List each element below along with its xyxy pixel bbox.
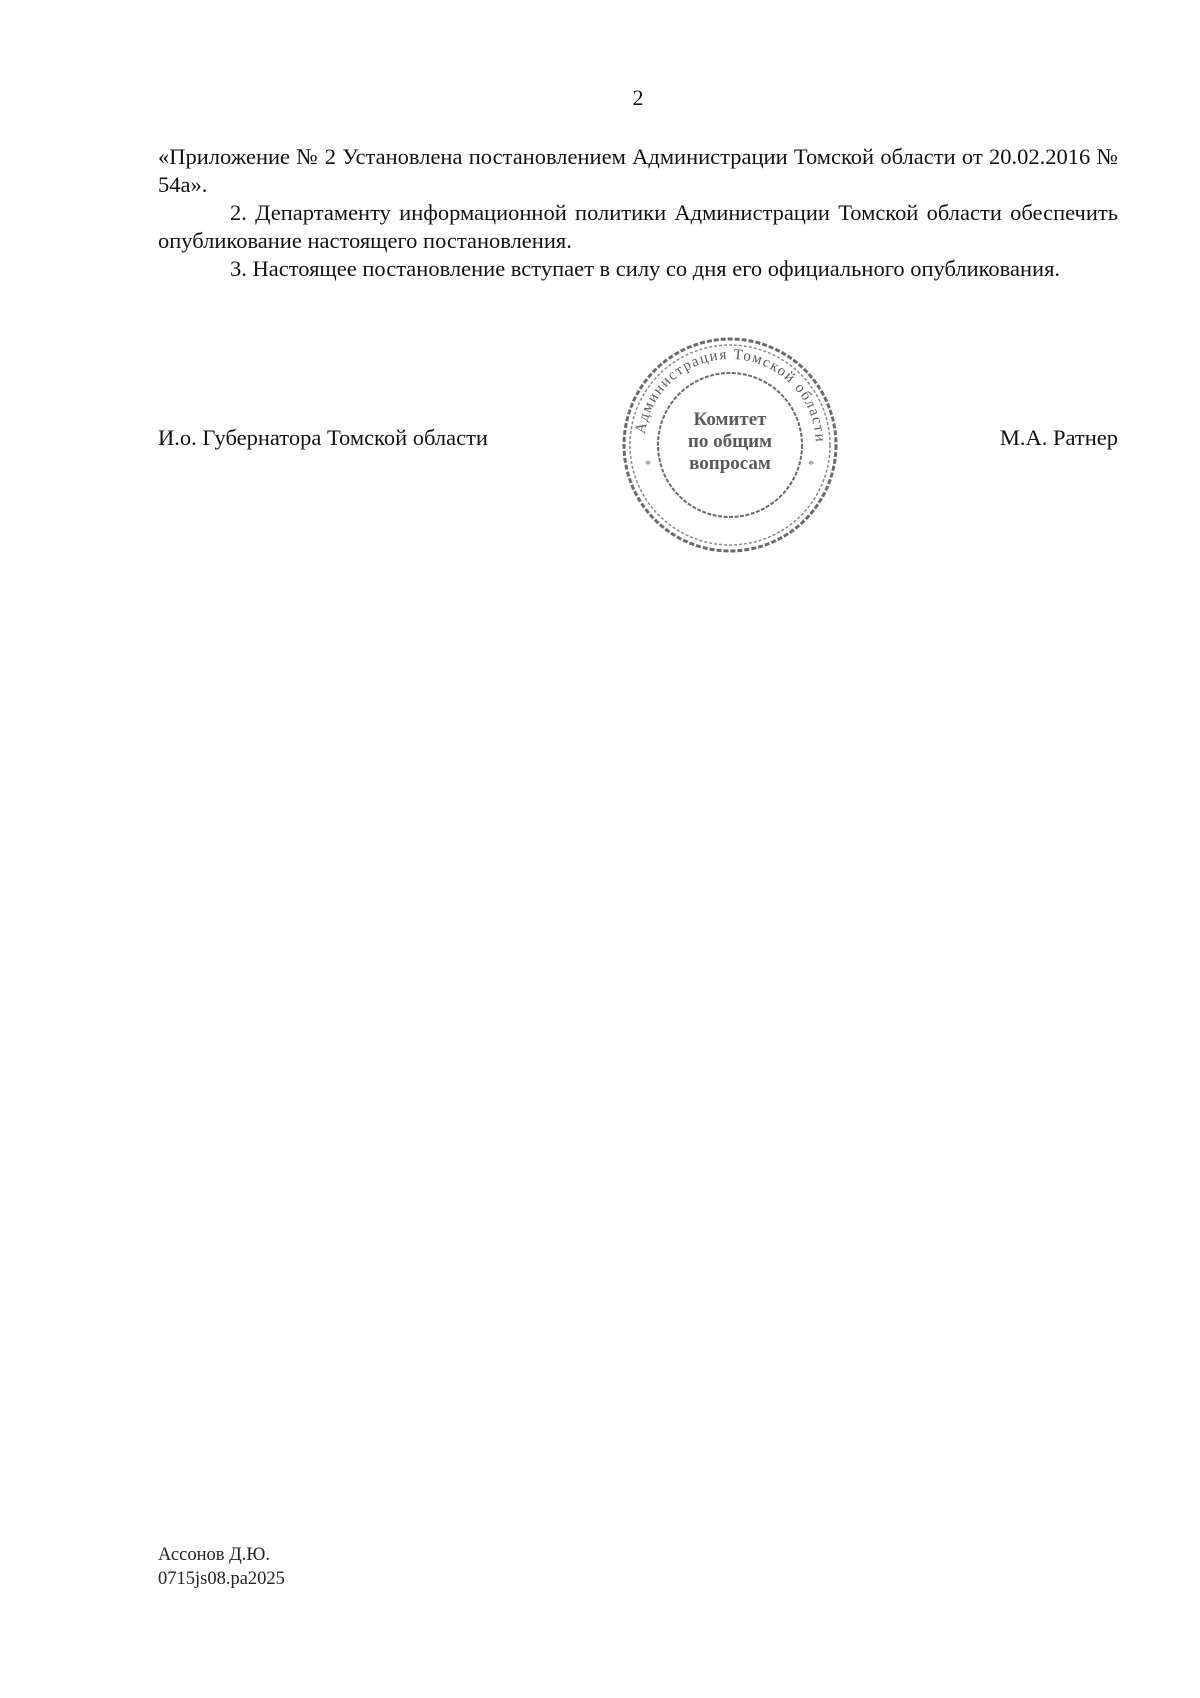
signatory-name: М.А. Ратнер [999,425,1118,450]
seal-graphic [615,330,845,560]
document-footer [158,1543,285,1591]
paragraph-item-2: 2. Департаменту информационной политики Администрации Томской области обеспечить опубликование настоящего постановления. [158,200,1118,253]
footer-code: 0715js08.pa2025 [158,1569,285,1589]
page-number: 2 [632,85,644,110]
seal-center-line-3: вопросам [689,453,771,474]
official-seal-stamp [615,330,845,560]
seal-star-right: * [808,457,814,471]
seal-center-line-2: по общим [687,431,773,452]
seal-star-left: * [645,457,651,471]
paragraph-appendix-reference: «Приложение № 2 Установлена постановлением Администрации Томской области от 20.02.2016 № 54а». [158,144,1118,197]
footer-author: Ассонов Д.Ю. [158,1545,270,1565]
paragraph-item-3: 3. Настоящее постановление вступает в силу со дня его официального опубликования. [230,256,1061,281]
signatory-position: И.о. Губернатора Томской области [158,425,488,450]
seal-ring-textpath: Администрация Томской области [632,346,829,444]
document-body [158,143,1118,283]
seal-center-line-1: Комитет [693,409,767,430]
